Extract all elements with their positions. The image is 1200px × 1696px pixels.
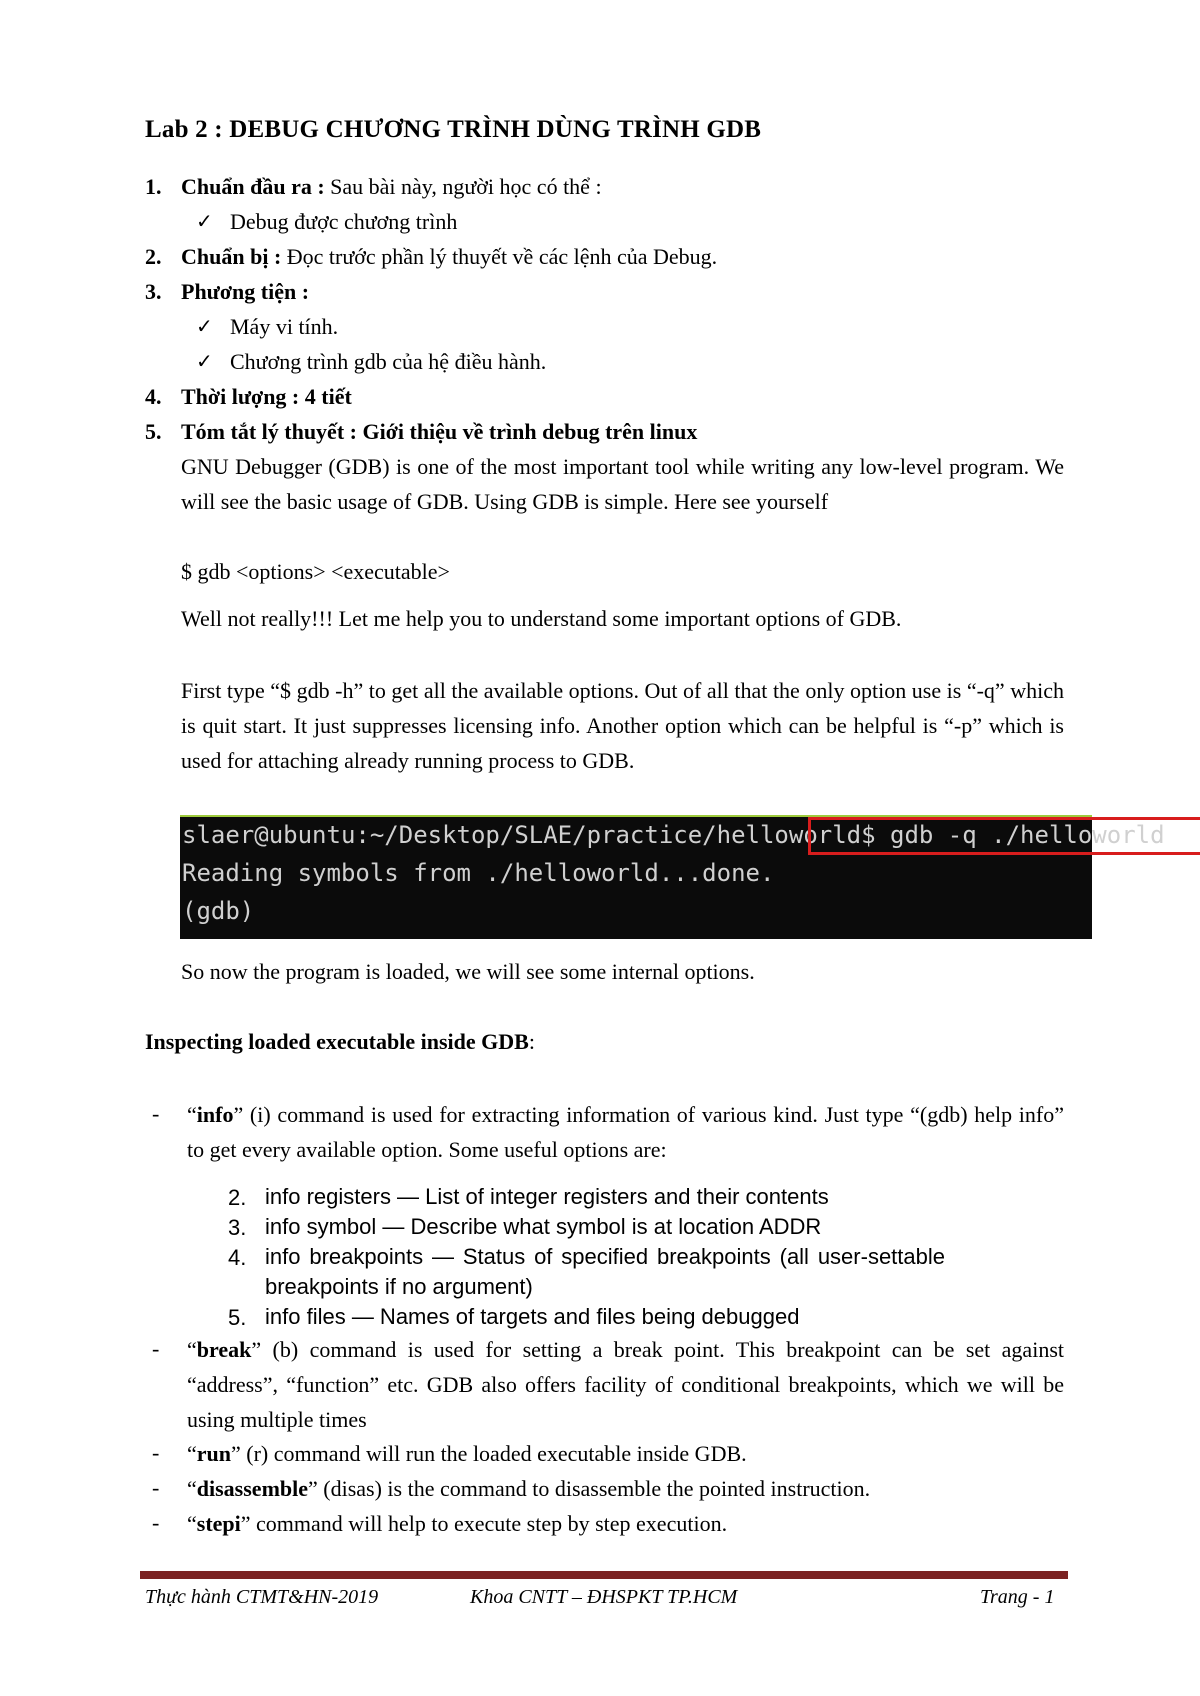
close-quote: ” bbox=[231, 1441, 241, 1466]
section-heading bbox=[145, 1027, 535, 1057]
check-icon: ✓ bbox=[196, 351, 213, 373]
footer-center: Khoa CNTT – ĐHSPKT TP.HCM bbox=[470, 1586, 738, 1608]
loaded-text: So now the program is loaded, we will see some internal options. bbox=[181, 959, 755, 984]
section-number: 1. bbox=[145, 174, 162, 199]
footer-left: Thực hành CTMT&HN-2019 bbox=[145, 1586, 379, 1608]
footer-divider bbox=[140, 1571, 1068, 1579]
check-text: Máy vi tính. bbox=[230, 314, 339, 339]
open-quote: “ bbox=[187, 1511, 197, 1536]
check-text: Debug được chương trình bbox=[230, 209, 458, 234]
option-number: 3. bbox=[228, 1215, 247, 1240]
section-number: 5. bbox=[145, 419, 162, 444]
terminal-prompt: slaer@ubuntu:~/Desktop/SLAE/practice/helloworld$ bbox=[182, 821, 876, 849]
terminal-screenshot bbox=[180, 815, 1165, 939]
page-title: Lab 2 : DEBUG CHƯƠNG TRÌNH DÙNG TRÌNH GDB bbox=[145, 116, 762, 143]
intro-paragraph: GNU Debugger (GDB) is one of the most important tool while writing any low-level program. We will see the basic usage of GDB. Using GDB is simple. Here see yourself bbox=[181, 454, 1064, 514]
section-label: Tóm tắt lý thuyết : Giới thiệu về trình debug trên linux bbox=[181, 419, 698, 444]
section-text: Sau bài này, người học có thể : bbox=[324, 174, 602, 199]
dash-marker: - bbox=[152, 1440, 160, 1465]
terminal-line-3: (gdb) bbox=[182, 897, 255, 925]
section-label: Chuẩn bị : bbox=[181, 244, 282, 269]
dash-marker: - bbox=[152, 1336, 160, 1361]
open-quote: “ bbox=[187, 1441, 197, 1466]
bullet-text: (disas) is the command to disassemble the pointed instruction. bbox=[317, 1476, 871, 1501]
options-paragraph: First type “$ gdb -h” to get all the available options. Out of all that the only option use is “-q” which is quit start. It just suppresses licensing info. Another option which can be helpful is “-p” which is used for attaching already running process to GDB. bbox=[181, 678, 1064, 773]
option-text: info files — Names of targets and files being debugged bbox=[265, 1304, 800, 1329]
dash-marker: - bbox=[152, 1475, 160, 1500]
bullet-text: (r) command will run the loaded executable inside GDB. bbox=[240, 1441, 747, 1466]
section-number: 4. bbox=[145, 384, 162, 409]
command-keyword: run bbox=[196, 1441, 232, 1466]
section-number: 2. bbox=[145, 244, 162, 269]
command-keyword: disassemble bbox=[196, 1476, 309, 1501]
footer-page-number: Trang - 1 bbox=[980, 1586, 1055, 1608]
open-quote: “ bbox=[187, 1102, 197, 1127]
close-quote: ” bbox=[233, 1102, 244, 1127]
option-text: info breakpoints — Status of specified breakpoints (all user-settable breakpoints if no argument) bbox=[265, 1244, 945, 1299]
check-icon: ✓ bbox=[196, 211, 213, 233]
close-quote: ” bbox=[308, 1476, 318, 1501]
option-number: 4. bbox=[228, 1245, 247, 1270]
section-text: Đọc trước phần lý thuyết về các lệnh của Debug. bbox=[281, 244, 718, 269]
inspect-heading: Inspecting loaded executable inside GDB bbox=[145, 1029, 529, 1054]
open-quote: “ bbox=[187, 1337, 197, 1362]
heading-colon: : bbox=[528, 1029, 535, 1054]
dash-marker: - bbox=[152, 1101, 160, 1126]
section-label: Thời lượng : 4 tiết bbox=[181, 384, 352, 409]
check-icon: ✓ bbox=[196, 316, 213, 338]
option-number: 5. bbox=[228, 1305, 247, 1330]
bullet-text: (b) command is used for setting a break point. This breakpoint can be set against “address”, “function” etc. GDB also offers facility of conditional breakpoints, which we will be using multiple times bbox=[187, 1337, 1064, 1432]
command-keyword: break bbox=[196, 1337, 252, 1362]
option-text: info symbol — Describe what symbol is at location ADDR bbox=[265, 1214, 822, 1239]
usage-line: $ gdb <options> <executable> bbox=[181, 559, 450, 584]
option-text: info registers — List of integer registers and their contents bbox=[265, 1184, 829, 1209]
section-number: 3. bbox=[145, 279, 162, 304]
terminal-line-2: Reading symbols from ./helloworld...done. bbox=[182, 859, 775, 887]
command-keyword: info bbox=[196, 1102, 234, 1127]
section-label: Phương tiện : bbox=[181, 279, 310, 304]
open-quote: “ bbox=[187, 1476, 197, 1501]
command-highlight-box bbox=[808, 817, 1200, 855]
command-keyword: stepi bbox=[196, 1511, 241, 1536]
bullet-text: command will help to execute step by step execution. bbox=[250, 1511, 728, 1536]
dash-marker: - bbox=[152, 1510, 160, 1535]
check-text: Chương trình gdb của hệ điều hành. bbox=[230, 349, 547, 374]
close-quote: ” bbox=[240, 1511, 251, 1536]
terminal-command: gdb -q ./helloworld bbox=[875, 821, 1165, 849]
section-label: Chuẩn đầu ra : bbox=[181, 174, 325, 199]
bullet-text: (i) command is used for extracting information of various kind. Just type “(gdb) help info” to get every available option. Some useful options are: bbox=[187, 1102, 1064, 1162]
option-number: 2. bbox=[228, 1185, 247, 1210]
not-really-text: Well not really!!! Let me help you to understand some important options of GDB. bbox=[181, 606, 902, 631]
close-quote: ” bbox=[251, 1337, 262, 1362]
